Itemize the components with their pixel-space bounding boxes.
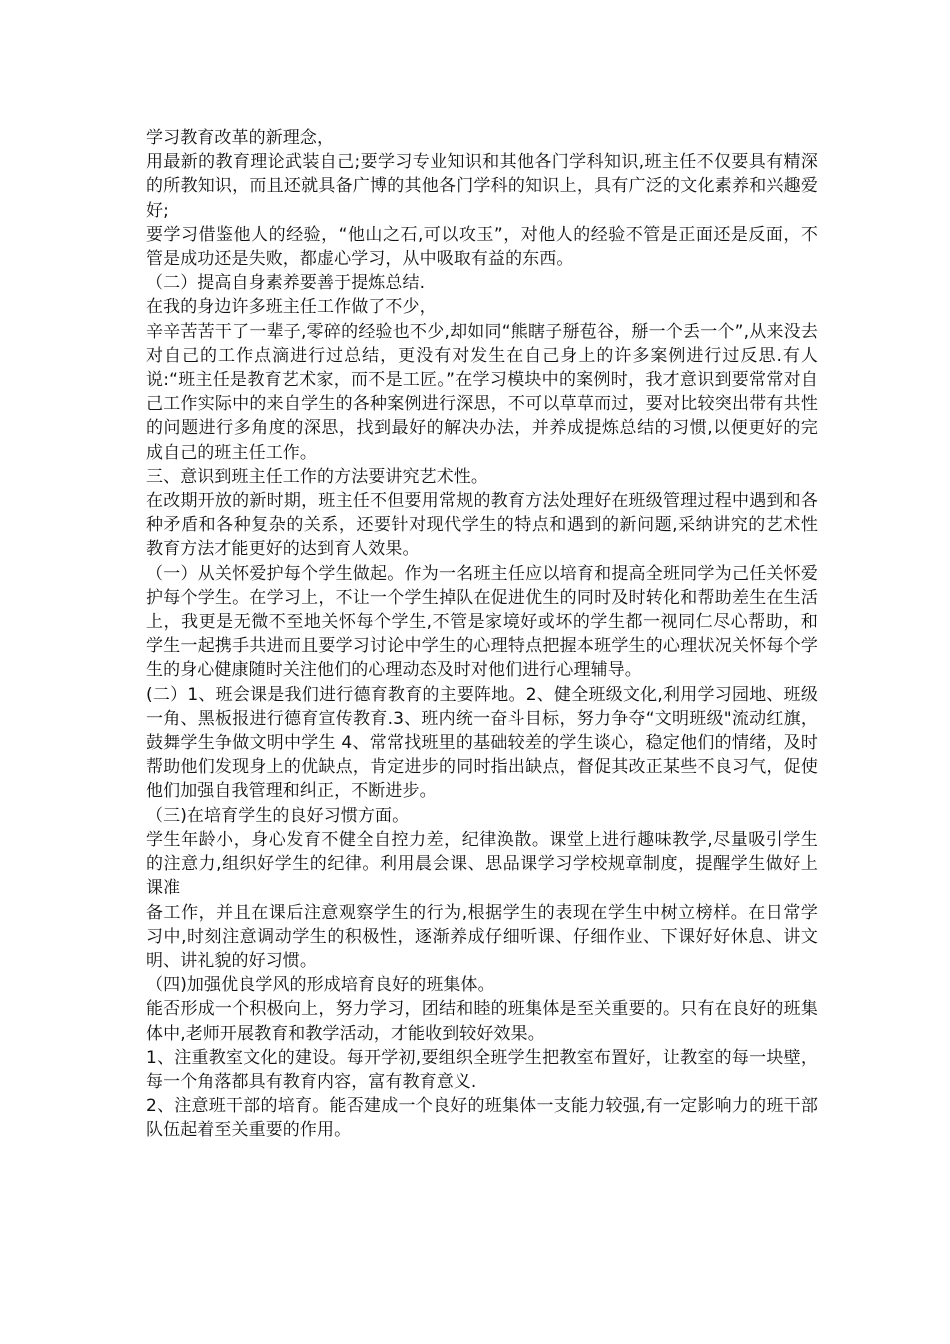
section-heading-3: 三、意识到班主任工作的方法要讲究艺术性。 [146, 466, 488, 487]
paragraph-5: 在我的身边许多班主任工作做了不少， [146, 297, 437, 318]
document-body [146, 126, 818, 1143]
paragraph-8: 在改期开放的新时期，班主任不但要用常规的教育方法处理好在班级管理过程中遇到和各种矛盾和各种复杂的关系，还要针对现代学生的特点和遇到的新问题,采纳讲究的艺术性教育方法才能更好的达到育人效果。 [146, 491, 818, 560]
paragraph-15: 能否形成一个积极向上，努力学习，团结和睦的班集体是至关重要的。只有在良好的班集体中,老师开展教育和教学活动，才能收到较好效果。 [146, 999, 818, 1044]
subsection-heading-3: （三)在培育学生的良好习惯方面。 [146, 805, 410, 826]
paragraph-3: 要学习借鉴他人的经验，“他山之石,可以攻玉”，对他人的经验不管是正面还是反面，不管是成功还是失败，都虚心学习，从中吸取有益的东西。 [146, 224, 818, 270]
paragraph-16: 1、注重教室文化的建设。每开学初,要组织全班学生把教室布置好，让教室的每一块壁，每一个角落都具有教育内容，富有教育意义. [146, 1047, 818, 1092]
section-heading-2: （二）提高自身素养要善于提炼总结. [146, 273, 426, 294]
paragraph-10: (二）1、班会课是我们进行德育教育的主要阵地。2、健全班级文化,利用学习园地、班级一角、黑板报进行德育宣传教育.3、班内统一奋斗目标，努力争夺“文明班级"流动红旗，鼓舞学生争做文明中学生 4、常常找班里的基础较差的学生谈心，稳定他们的情绪，及时帮助他们发现身上的优缺点，肯定进步的同时指出缺点，督促其改正某些不良习气，促使他们加强自我管理和纠正，不断进步。 [146, 684, 818, 802]
paragraph-6: 辛辛苦苦干了一辈子,零碎的经验也不少,却如同“熊瞎子掰苞谷，掰一个丢一个”,从来没去对自己的工作点滴进行过总结，更没有对发生在自己身上的许多案例进行过反思.有人说:“班主任是教育艺术家，而不是工匠。”在学习模块中的案例时，我才意识到要常常对自己工作实际中的来自学生的各种案例进行深思，不可以草草而过，要对比较突出带有共性的问题进行多角度的深思，找到最好的解决办法，并养成提炼总结的习惯,以便更好的完成自己的班主任工作。 [146, 321, 818, 463]
paragraph-1: 学习教育改革的新理念， [146, 128, 335, 148]
paragraph-9: （一）从关怀爱护每个学生做起。作为一名班主任应以培育和提高全班同学为己任关怀爱护每个学生。在学习上，不让一个学生掉队在促进优生的同时及时转化和帮助差生在生活上，我更是无微不至地关怀每个学生,不管是家境好或坏的学生都一视同仁尽心帮助，和学生一起携手共进而且要学习讨论中学生的心理特点把握本班学生的心理状况关怀每个学生的身心健康随时关注他们的心理动态及时对他们进行心理辅导。 [146, 563, 818, 681]
paragraph-13: 备工作，并且在课后注意观察学生的行为,根据学生的表现在学生中树立榜样。在日常学习中,时刻注意调动学生的积极性，逐渐养成仔细听课、仔细作业、下课好好休息、讲文明、讲礼貌的好习惯。 [146, 902, 818, 971]
paragraph-2: 用最新的教育理论武装自己;要学习专业知识和其他各门学科知识,班主任不仅要具有精深的所教知识，而且还就具备广博的其他各门学科的知识上，具有广泛的文化素养和兴趣爱好; [146, 152, 818, 221]
subsection-heading-4: （四)加强优良学风的形成培育良好的班集体。 [146, 975, 495, 996]
paragraph-17: 2、注意班干部的培育。能否建成一个良好的班集体一支能力较强,有一定影响力的班干部队伍起着至关重要的作用。 [146, 1096, 818, 1141]
paragraph-12: 学生年龄小，身心发育不健全自控力差，纪律涣散。课堂上进行趣味教学,尽量吸引学生的注意力,组织好学生的纪律。利用晨会课、思品课学习学校规章制度，提醒学生做好上课准 [146, 829, 818, 899]
